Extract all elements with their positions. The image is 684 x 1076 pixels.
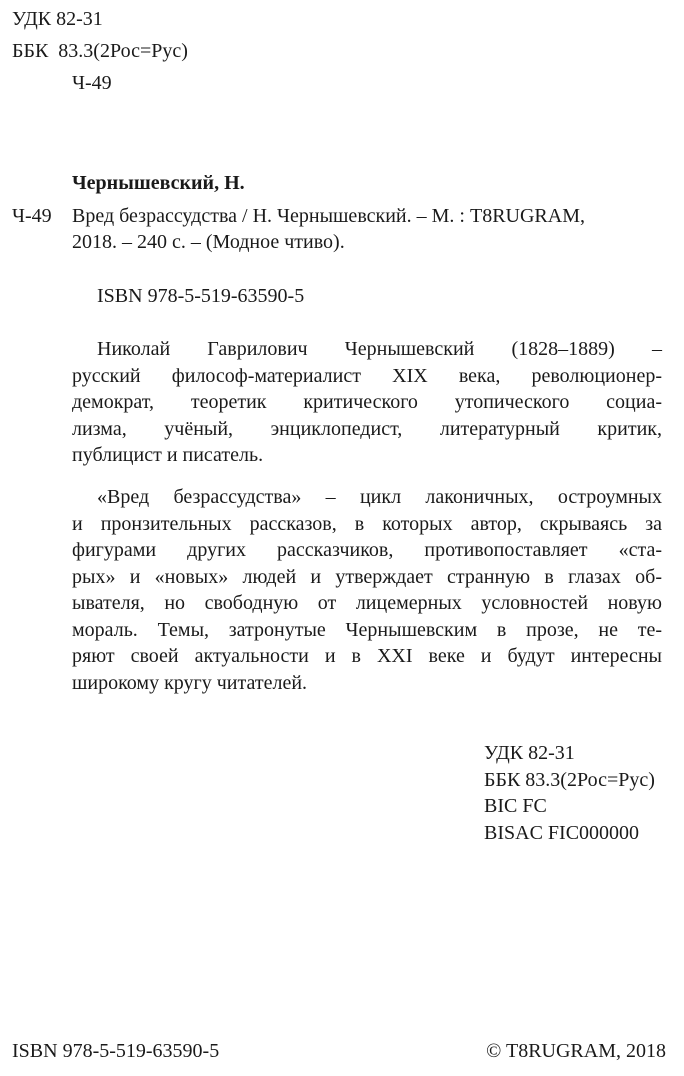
annotation-p1-line: демократ, теоретик критического утопического социа- (72, 391, 662, 413)
annotation-p1-line: Николай Гаврилович Чернышевский (1828–1889) – (97, 338, 662, 360)
annotation-p2-line: «Вред безрассудства» – цикл лаконичных, остроумных (97, 486, 662, 508)
bottom-bbk-code: ББК 83.3(2Рос=Рус) (484, 768, 655, 791)
annotation-paragraph-1 (72, 336, 662, 469)
annotation-p1-line: лизма, учёный, энциклопедист, литературный критик, (72, 417, 662, 440)
annotation-p1-line: публицист и писатель. (72, 444, 264, 466)
annotation-p2-line: и пронзительных рассказов, в которых автор, скрываясь за (72, 512, 662, 535)
annotation-p1-line: русский философ-материалист XIX века, революционер- (72, 364, 662, 387)
top-bbk-code: ББК 83.3(2Рос=Рус) (12, 40, 188, 62)
bottom-bic-code: BIC FC (484, 795, 547, 817)
entry-isbn: ISBN 978-5-519-63590-5 (97, 285, 305, 307)
annotation-p2-line: ывателя, но свободную от лицемерных условностей новую (72, 592, 662, 614)
annotation-p2-line: рых» и «новых» людей и утверждает странную в глазах об- (72, 565, 662, 588)
annotation-p2-line: ряют своей актуальности и в XXI веке и будут интересны (72, 645, 662, 667)
top-udk-code: УДК 82-31 (12, 8, 103, 30)
annotation-p2-line: мораль. Темы, затронутые Чернышевским в прозе, не те- (72, 618, 662, 641)
top-author-sign: Ч-49 (72, 72, 112, 94)
annotation-p2-line: широкому кругу читателей. (72, 671, 308, 694)
annotation-paragraph-2 (72, 484, 662, 696)
footer-isbn: ISBN 978-5-519-63590-5 (12, 1040, 220, 1062)
bottom-bisac-code: BISAC FIC000000 (484, 821, 640, 844)
entry-author: Чернышевский, Н. (72, 172, 245, 194)
bottom-codes-block (484, 740, 655, 846)
bottom-udk-code: УДК 82-31 (484, 742, 575, 764)
entry-title-line-1: Вред безрассудства / Н. Чернышевский. – М. : T8RUGRAM, (72, 205, 585, 227)
entry-sign: Ч-49 (12, 205, 52, 227)
entry-title-line-2: 2018. – 240 с. – (Модное чтиво). (72, 231, 345, 253)
annotation-p2-line: фигурами других рассказчиков, противопоставляет «ста- (72, 539, 662, 561)
footer-copyright: © T8RUGRAM, 2018 (486, 1040, 666, 1062)
